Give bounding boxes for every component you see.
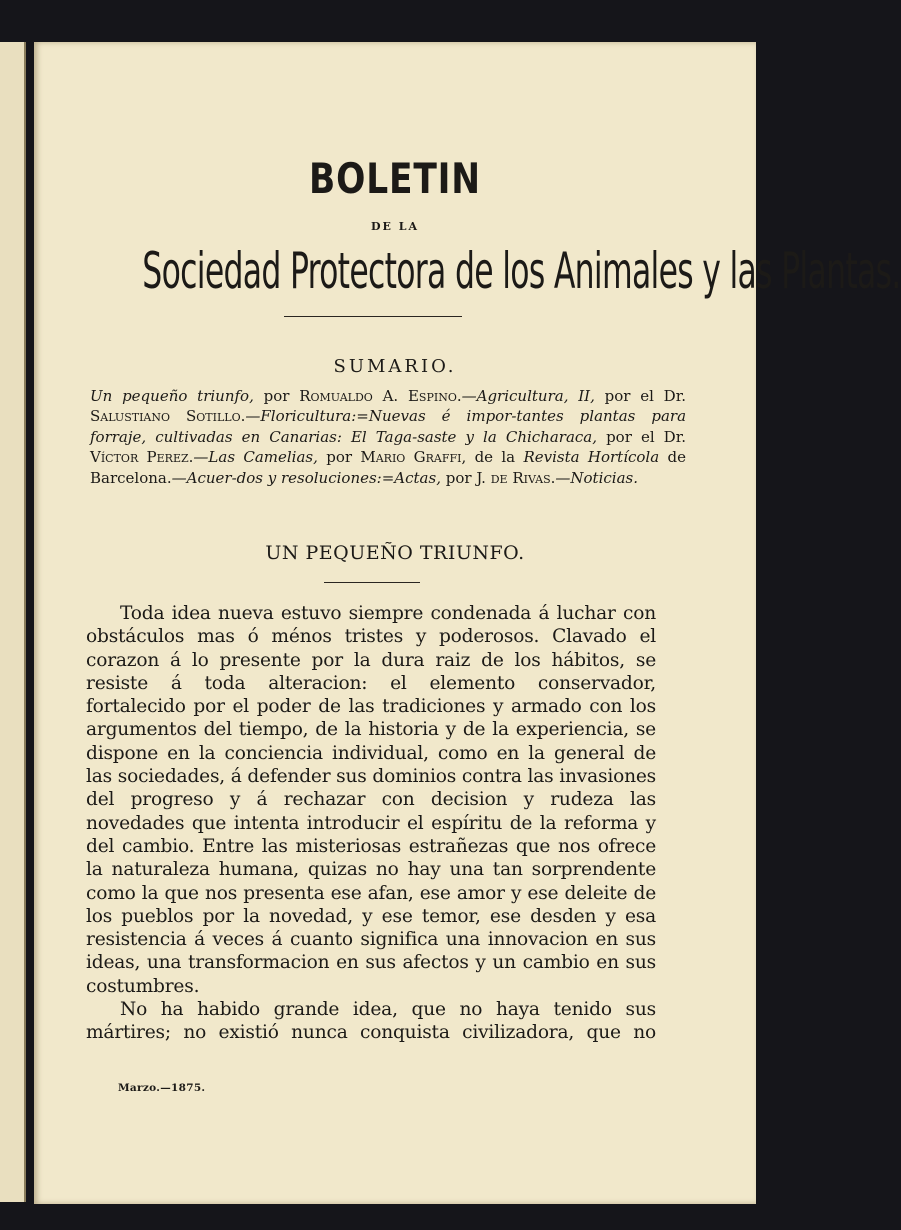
issue-date: Marzo.—1875. — [118, 1082, 206, 1094]
summary-item-title: —Noticias. — [555, 468, 638, 487]
article-body — [86, 602, 656, 1045]
summary-author: Mario Graffi, — [360, 448, 467, 467]
summary-text: de la — [466, 448, 524, 467]
summary-item-title: —Floricultura:=Nuevas é impor-tantes plantas para forraje, cultivadas en Canarias: El Taga-saste y la Chicharaca, — [90, 407, 687, 446]
summary-item-title: —Agricultura, II, — [461, 387, 595, 405]
title-connector: DE LA — [370, 220, 420, 233]
summary-item-title: —Las Camelias, — [193, 448, 318, 467]
society-name: Sociedad Protectora de los Animales y las Plantas. — [142, 242, 901, 300]
document-page — [34, 42, 901, 1204]
summary-contents — [90, 386, 686, 488]
summary-item-title: Un pequeño triunfo, — [90, 387, 254, 405]
summary-publication: Revista Hortícola — [523, 448, 660, 467]
article-divider — [324, 582, 420, 583]
article-heading: UN PEQUEÑO TRIUNFO. — [265, 542, 525, 564]
summary-text: por — [317, 448, 361, 467]
summary-text: por — [440, 468, 477, 487]
summary-author: Víctor Perez. — [90, 448, 194, 467]
header-divider — [284, 316, 462, 317]
journal-title: BOLETIN — [309, 154, 481, 203]
summary-author: Romualdo A. Espino. — [299, 387, 462, 405]
summary-text: por el Dr. — [597, 427, 687, 446]
previous-page-edge — [0, 42, 26, 1202]
article-paragraph: No ha habido grande idea, que no haya tenido sus mártires; no existió nunca conquista civilizadora, que no — [86, 999, 656, 1044]
summary-heading: SUMARIO. — [333, 356, 457, 377]
article-paragraph: Toda idea nueva estuvo siempre condenada á luchar con obstáculos mas ó ménos tristes y poderosos. Clavado el corazon á lo presente por la dura raiz de los hábitos, se resiste á toda alteracion: el elemento conservador, fortalecido por el poder de las tradiciones y armado con los argumentos del tiempo, de la historia y de la experiencia, se dispone en la conciencia individual, como en la general de las sociedades, á defender sus dominios contra las invasiones del progreso y á rechazar con decision y rudeza las novedades que intenta introducir el espíritu de la reforma y del cambio. Entre las misteriosas estrañezas que nos ofrece la naturaleza humana, quizas no hay una tan sorprendente como la que nos presenta ese afan, ese amor y ese deleite de los pueblos por la novedad, y ese temor, ese desden y esa resistencia á veces á cuanto significa una innovacion en sus ideas, una transformacion en sus afectos y un cambio en sus costumbres. — [86, 603, 656, 997]
summary-text: de Barcelona. — [90, 448, 686, 487]
summary-text: por el Dr. — [594, 387, 686, 405]
summary-item-title: —Acuer-dos y resoluciones:=Actas, — [171, 468, 441, 487]
summary-author: J. de Rivas. — [476, 468, 556, 487]
summary-author: Salustiano Sotillo. — [90, 407, 246, 426]
summary-text: por — [253, 387, 300, 405]
